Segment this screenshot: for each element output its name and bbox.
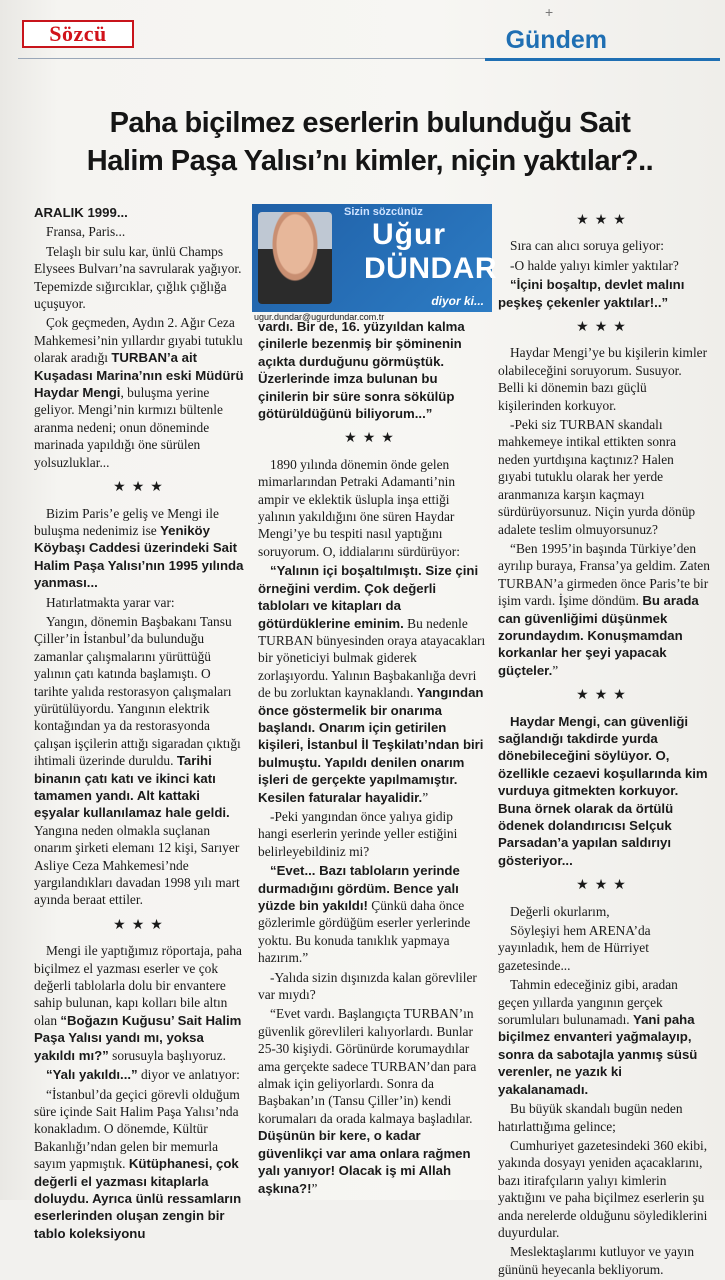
paragraph: Cumhuriyet gazetesindeki 360 ekibi, yakında dosyayı yeniden açacaklarını, bazı itirafçıların yalıyı kimlerin yaktığını ve paha biçilmez eserlerin şu anda nerelerde olduğunu söylediklerini duyurdular. (498, 1137, 708, 1240)
paragraph: -Peki siz TURBAN skandalı mahkemeye intikal ettikten sonra neden yurtdışına kaçtınız? Halen gıyabi tutuklu olarak her yerde aranmanıza karşın kaçmayı sürdürüyorsunuz. Niçin yurda dönüp adalete teslim olmuyorsunuz? (498, 417, 696, 537)
paragraph: Bizim Paris’e geliş ve Mengi ile buluşma nedenimiz ise Yeniköy Köybaşı Caddesi üzerindeki Sait Halim Paşa Yalısı’nın 1995 yılında yanması... (34, 505, 244, 591)
paragraph: Yangın, dönemin Başbakanı Tansu Çiller’in İstanbul’da bulunduğu zamanlar çalışmalarını yürüttüğü yalının çatı katında başlamıştı. O tarihte yalıda restorasyon çalışmaları yürütülüyordu. Yangının elektrik kontağından ya da restorasyonda çalışan işçilerin attığı sigaradan çıktığı ihtimali üzerinde duruldu. Tarihi binanın çatı katı ve ikinci katı tamamen yandı. Alt kattaki eşyalar kullanılamaz hale geldi. Yangına neden olmakla suçlanan onarım şirketi elemanı 12 kişi, Sarıyer Asliye Ceza Mahkemesi’nde yargılandıkları davadan 1998 yılı mart ayında beraat ettiler. (34, 613, 241, 908)
paragraph: Telaşlı bir sulu kar, ünlü Champs Elysees Bulvarı’na savrularak yağıyor. Tepemizde sığırcıklar, çığlık çığlığa uçuşuyor. (34, 243, 242, 312)
section-separator: ★★★ (344, 431, 400, 447)
paragraph: Sıra can alıcı soruya geliyor: (510, 238, 664, 254)
paragraph: Mengi ile yaptığımız röportaja, paha biçilmez el yazması eserler ve çok değerli tablolarla dolu bir envantere sahip bulunan, kapı kolları bile altın olan “Boğazın Kuğusu’ Sait Halim Paşa Yalısı yandı mı, yoksa yakıldı mı?” sorusuyla başlıyoruz. (34, 943, 242, 1063)
columnist-photo (258, 212, 332, 304)
section-separator: ★★★ (113, 917, 169, 933)
headline-line-2: Halim Paşa Yalısı’nı kimler, niçin yaktılar?.. (86, 145, 654, 177)
section-separator: ★★★ (576, 878, 632, 894)
paragraph: “İstanbul’da geçici görevli olduğum süre içinde Sait Halim Paşa Yalısı’nda konakladım. O dönemde, Kültür Bakanlığı’ndan gelen bir memurla sayım yapmıştık. Kütüphanesi, çok değerli el yazması kitaplarla doluydu. Ayrıca ünlü ressamların eserlerinden oluşan zengin bir tablo koleksiyonu (34, 1086, 242, 1241)
column-3 (498, 204, 710, 1280)
paragraph: Haydar Mengi, can güvenliği sağlandığı takdirde yurda dönebileceğini söylüyor. O, özellikle cezaevi koşullarında kim vurduya gitmekten korkuyor. Buna örnek olarak da örtülü ödenek dolandırıcısı Selçuk Parsadan’a yapılan saldırıyı gösteriyor... (498, 713, 708, 868)
section-separator: ★★★ (576, 213, 632, 228)
column-1 (34, 204, 248, 1244)
columnist-last-name: DÜNDAR (364, 252, 497, 285)
paragraph: vardı. Bir de, 16. yüzyıldan kalma çinilerle bezenmiş bir şöminenin açıkta durduğunu görmüştük. Üzerlerinde imza bulunan bu çinilerin bir süre sonra sökülüp götürüldüğünü biliyorum...” (258, 319, 465, 422)
paragraph: Fransa, Paris... (46, 224, 126, 240)
section-separator: ★★★ (113, 480, 169, 496)
columnist-first-name: Uğur (372, 218, 446, 251)
byline-tag: Sizin sözcünüz (344, 206, 423, 218)
paragraph: -Peki yangından önce yalıya gidip hangi eserlerin yerinde yeller estiğini belirleyebildiniz mi? (258, 808, 458, 859)
paragraph: Söyleşiyi hem ARENA’da yayınladık, hem de Hürriyet gazetesinde... (498, 923, 651, 973)
paragraph: Çok geçmeden, Aydın 2. Ağır Ceza Mahkemesi’nin yıllardır gıyabi tutuklu olarak aradığı TURBAN’a ait Kuşadası Marina’nın eski Müdürü Haydar Mengi, buluşma yerine geliyor. Mengi’nin kırmızı bültenle aranma nedeni; onun döneminde marinada yapıldığı öne sürülen yolsuzluklar... (34, 315, 244, 470)
masthead-logo (22, 20, 134, 48)
section-rule (485, 58, 720, 61)
paragraph: Meslektaşlarımı kutluyor ve yayın gününü heyecanla bekliyorum. (498, 1244, 695, 1277)
headline (30, 104, 710, 180)
headline-line-1: Paha biçilmez eserlerin bulunduğu Sait (109, 107, 631, 139)
paragraph: “Yalının içi boşaltılmıştı. Size çini örneğini verdim. Çok değerli tabloları ve kitapları da götürdüklerine eminim. Bu nedenle TURBAN bünyesinden oraya atayacakları bir yöneticiyi bulmak giderek zorlaşıyordu. Yalının Başbakanlığa devri de bu zorluktan kaynaklandı. Yangından önce göstermelik bir onarıma başlandı. Onarım için getirilen kişileri, İstanbul İl Teşkilatı’ndan biri bulmuştu. Yapıldı denilen onarım işleri de gerçekte yapılmamıştır. Kesilen faturalar hayalidir.” (258, 563, 486, 805)
logo-text: Sözcü (49, 21, 107, 46)
paragraph: “Evet... Bazı tabloların yerinde durmadığını gördüm. Bence yalı yüzde bin yakıldı! Çünkü daha önce gözlerimle gördüğüm eserler yerlerinde yoktu. Bu konuda tanıklık yapmaya hazırım.” (258, 863, 471, 966)
section-label: Gündem (505, 26, 607, 54)
byline-suffix: diyor ki... (431, 294, 484, 308)
paragraph: “Yalı yakıldı...” diyor ve anlatıyor: (46, 1067, 240, 1083)
paragraph: “İçini boşaltıp, devlet malını peşkeş çekenler yaktılar!..” (498, 277, 685, 310)
paragraph: Bu büyük skandalı bugün neden hatırlattığıma gelince; (498, 1101, 683, 1134)
paragraph: Tahmin edeceğiniz gibi, aradan geçen yıllarda yangının gerçek sorumluları bulunamadı. Yani paha biçilmez envanteri yağmalayıp, sonra da sabotajla yanmış süsü verenler, ne yazık ki yakalanamadı. (498, 977, 698, 1097)
paragraph: -O halde yalıyı kimler yaktılar? (510, 257, 679, 273)
section-separator: ★★★ (576, 320, 632, 336)
paragraph: “Evet vardı. Başlangıçta TURBAN’ın güvenlik görevlileri kalıyorlardı. Bunlar 25-30 kişiydi. Görünürde korumaydılar ama gerçekte sadece TURBAN’dan para almak için geliyorlardı. Sonra da Başbakan’ın (Tansu Çiller’in) kendi korumaları da orada kalmaya başladılar. Düşünün bir kere, o kadar güvenlikçi var ama onlara rağmen yalı yanıyor! Olacak iş mi Allah aşkına?!” (258, 1006, 477, 1196)
paragraph: Değerli okurlarım, (510, 903, 610, 919)
column-2 (258, 318, 486, 1199)
registration-mark-icon: + (545, 4, 554, 20)
columnist-banner (252, 204, 497, 312)
dateline: ARALIK 1999... (34, 205, 128, 220)
paragraph: Haydar Mengi’ye bu kişilerin kimler olabileceğini soruyorum. Susuyor. Belli ki dönemin bazı güçlü kişilerinden korkuyor. (498, 345, 708, 413)
section-separator: ★★★ (576, 688, 632, 704)
paragraph: -Yalıda sizin dışınızda kalan görevliler var mıydı? (258, 969, 477, 1003)
paragraph: “Ben 1995’in başında Türkiye’den ayrılıp buraya, Fransa’ya geldim. Zaten TURBAN’a girmeden önce Paris’te bir işim vardı. İşime döndüm. Bu arada can güvenliğimi düşünmek zorundaydım. Konuşmamdan korkanlar her şeyi yapacak güçteler.” (498, 540, 710, 678)
paragraph: 1890 yılında dönemin önde gelen mimarlarından Petraki Adamanti’nin ampir ve eklektik üslupla inşa ettiği yalının yakıldığını öne süren Haydar Mengi’ye bu tespiti nasıl yaptığını soruyorum. O, iddialarını sürdürüyor: (258, 456, 460, 559)
paragraph: Hatırlatmakta yarar var: (46, 594, 175, 610)
columnist-email: ugur.dundar@ugurdundar.com.tr (254, 312, 385, 322)
